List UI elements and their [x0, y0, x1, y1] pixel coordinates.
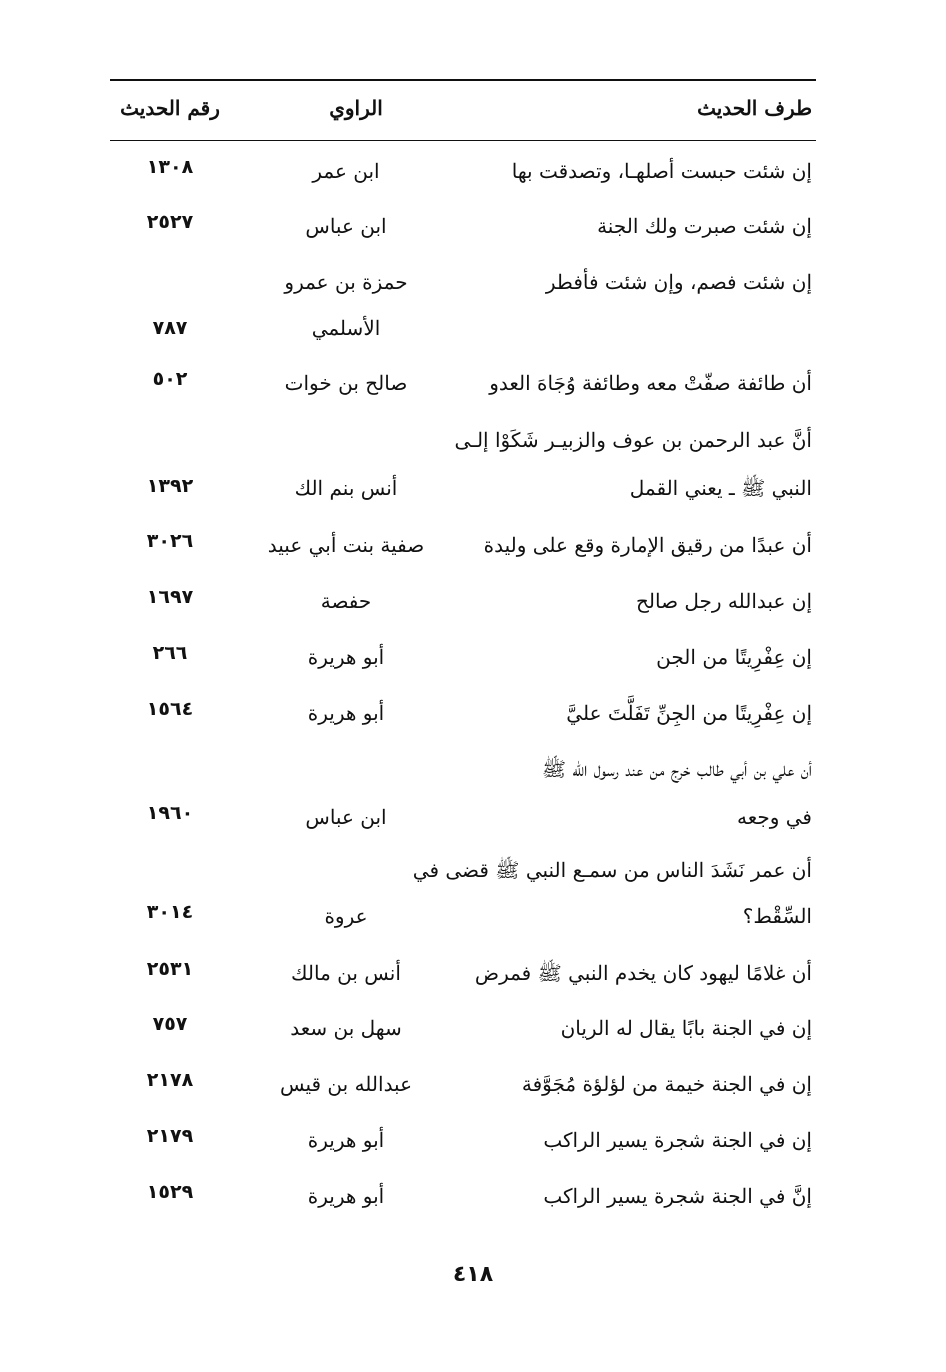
narrator: عروة: [324, 904, 368, 928]
narrator: ابن عباس: [305, 805, 387, 829]
hadith-text: إن شئت صبرت ولك الجنة: [597, 214, 812, 238]
hadith-number: ٥٠٢: [152, 368, 188, 390]
hadith-text-line-2: في وجعه: [737, 805, 812, 829]
top-rule: [110, 79, 816, 81]
hadith-text: إن في الجنة شجرة يسير الراكب: [543, 1128, 812, 1152]
header-hadith-text: طرف الحديث: [697, 96, 812, 120]
hadith-text-line-2: النبي ﷺ ـ يعني القمل: [629, 476, 812, 500]
hadith-number: ١٥٢٩: [146, 1181, 194, 1203]
narrator: أبو هريرة: [307, 645, 385, 669]
hadith-text: أن عبدًا من رقيق الإمارة وقع على وليدة: [483, 533, 812, 557]
narrator: صفية بنت أبي عبيد: [267, 533, 425, 557]
narrator: أنس بن مالك: [291, 961, 401, 985]
hadith-number: ١٥٦٤: [146, 698, 194, 720]
hadith-text: إنَّ في الجنة شجرة يسير الراكب: [543, 1184, 812, 1208]
narrator: ابن عباس: [305, 214, 387, 238]
hadith-number: ٢٥٢٧: [146, 211, 194, 233]
narrator: أبو هريرة: [307, 701, 385, 725]
hadith-number: ٣٠١٤: [146, 901, 194, 923]
narrator: أنس بنم الك: [294, 476, 398, 500]
hadith-text: إن شئت فصم، وإن شئت فأفطر: [545, 270, 812, 294]
hadith-text: إن في الجنة خيمة من لؤلؤة مُجَوَّفة: [521, 1072, 812, 1096]
hadith-number: ١٩٦٠: [146, 802, 194, 824]
hadith-number: ٢٥٣١: [146, 958, 194, 980]
hadith-text: أنَّ عبد الرحمن بن عوف والزبيـر شَكَوْا إلـى: [454, 428, 812, 452]
page-number: ٤١٨: [452, 1262, 494, 1287]
narrator: حمزة بن عمرو: [284, 270, 408, 294]
table-header: [110, 88, 816, 134]
hadith-text: أن غلامًا ليهود كان يخدم النبي ﷺ فمرض: [474, 961, 812, 985]
hadith-text: إن عِفْرِيتًا من الجِنِّ تَفَلَّتَ عليَّ: [566, 701, 812, 725]
hadith-text: أن علي بن أبي طالب خرج من عند رسول الله ﷺ: [541, 757, 812, 781]
hadith-text: إن عبدالله رجل صالح: [635, 589, 812, 613]
hadith-number: ٢١٧٨: [146, 1069, 194, 1091]
hadith-number: ٢٦٦: [152, 642, 188, 664]
narrator-line-2: الأسلمي: [311, 316, 381, 340]
hadith-text: إن شئت حبست أصلهـا، وتصدقت بها: [511, 159, 812, 183]
hadith-text: إن عِفْرِيتًا من الجن: [656, 645, 812, 669]
narrator: سهل بن سعد: [290, 1016, 402, 1040]
narrator: حفصة: [320, 589, 372, 613]
hadith-text: إن في الجنة بابًا يقال له الريان: [560, 1016, 812, 1040]
hadith-number: ٧٥٧: [152, 1013, 188, 1035]
header-rule: [110, 140, 816, 141]
hadith-number: ٣٠٢٦: [146, 530, 194, 552]
header-hadith-number: رقم الحديث: [120, 96, 220, 120]
header-narrator: الراوي: [329, 96, 383, 120]
narrator: أبو هريرة: [307, 1128, 385, 1152]
narrator: عبدالله بن قيس: [279, 1072, 413, 1096]
narrator: صالح بن خوات: [284, 371, 408, 395]
hadith-number: ٧٨٧: [152, 317, 188, 339]
hadith-text: أن طائفة صفّتْ معه وطائفة وُجَاهَ العدو: [489, 371, 812, 395]
hadith-number: ١٣٠٨: [146, 156, 194, 178]
hadith-number: ٢١٧٩: [146, 1125, 194, 1147]
hadith-text: أن عمر نَشَدَ الناس من سمـع النبي ﷺ قضى في: [412, 858, 812, 882]
hadith-text-line-2: السِّقْط؟: [742, 904, 812, 928]
narrator: ابن عمر: [312, 159, 380, 183]
hadith-number: ١٣٩٢: [146, 475, 194, 497]
narrator: أبو هريرة: [307, 1184, 385, 1208]
hadith-number: ١٦٩٧: [146, 586, 194, 608]
